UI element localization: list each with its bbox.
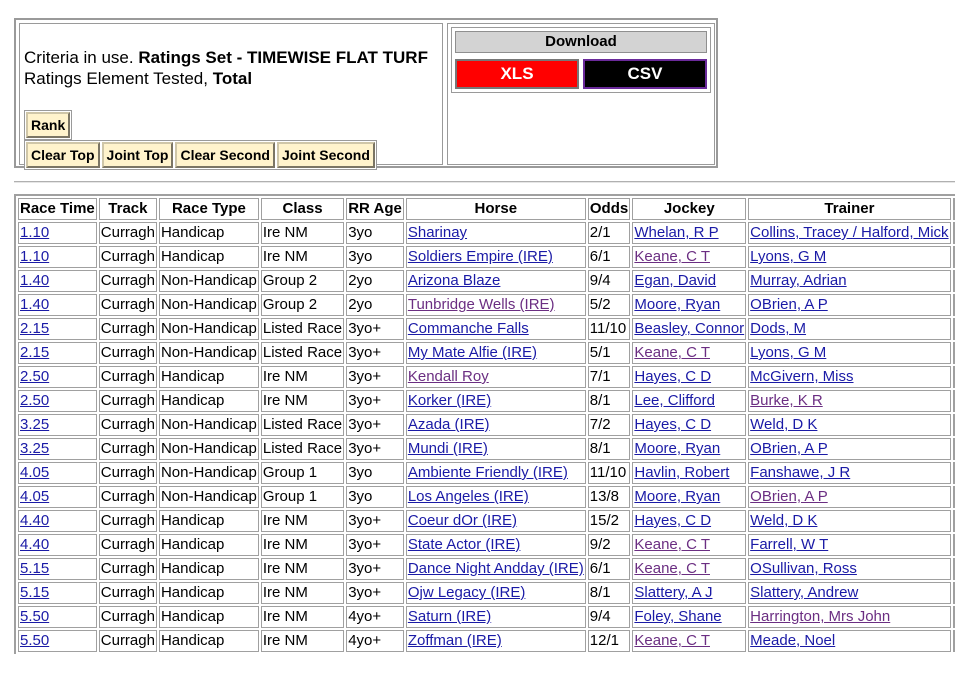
horse-link[interactable]: Los Angeles (IRE) [407,488,529,505]
table-row [18,318,955,340]
race-type-cell: Non-Handicap [159,270,259,292]
race-time-cell [18,534,97,556]
race-type-cell: Handicap [159,558,259,580]
race-time-link[interactable]: 3.25 [20,416,50,433]
table-row [18,366,955,388]
odds-cell: 9/2 [588,534,631,556]
jockey-cell [632,270,746,292]
table-row [18,582,955,604]
jockey-cell [632,438,746,460]
class-cell: Listed Race [261,414,344,436]
race-time-link[interactable]: 3.25 [20,440,50,457]
header-rr-age: RR Age [346,198,404,220]
rr-age-cell: 3yo+ [346,390,404,412]
rr-age-cell: 3yo+ [346,558,404,580]
race-time-link[interactable]: 2.50 [20,392,50,409]
table-row [18,510,955,532]
jockey-cell [632,510,746,532]
class-cell: Ire NM [261,390,344,412]
odds-cell: 5/1 [588,342,631,364]
rank-button[interactable]: Rank [26,112,70,138]
ratings-set-name: Ratings Set - TIMEWISE FLAT TURF [138,48,428,67]
trainer-cell [748,486,950,508]
race-type-cell: Handicap [159,390,259,412]
race-type-cell: Handicap [159,222,259,244]
rr-age-cell: 3yo+ [346,534,404,556]
race-time-link[interactable]: 5.15 [20,584,50,601]
table-row [18,342,955,364]
class-cell: Ire NM [261,582,344,604]
horse-link[interactable]: Mundi (IRE) [407,440,488,457]
race-time-link[interactable]: 4.40 [20,512,50,529]
trainer-link[interactable]: Meade, Noel [750,632,836,649]
race-time-cell [18,582,97,604]
track-cell: Curragh [99,318,157,340]
horse-cell [406,606,586,628]
header-race-time: Race Time [18,198,97,220]
trainer-cell [748,342,950,364]
race-type-cell: Non-Handicap [159,414,259,436]
trainer-link[interactable]: Farrell, W T [750,536,829,553]
race-type-cell: Handicap [159,606,259,628]
jockey-cell [632,222,746,244]
jockey-cell [632,366,746,388]
jockey-link[interactable]: Havlin, Robert [634,464,730,481]
trainer-cell [748,294,950,316]
results-table-container [14,194,955,654]
header-trainer: Trainer [748,198,950,220]
rr-age-cell: 3yo+ [346,366,404,388]
table-row [18,246,955,268]
trainer-link[interactable]: OSullivan, Ross [750,560,857,577]
horse-link[interactable]: Kendall Roy [407,368,489,385]
horse-link[interactable]: Zoffman (IRE) [407,632,502,649]
class-cell: Ire NM [261,606,344,628]
jockey-cell [632,294,746,316]
horse-link[interactable]: Coeur dOr (IRE) [407,512,518,529]
odds-cell: 6/1 [588,246,631,268]
header-class: Class [261,198,344,220]
trainer-cell [748,606,950,628]
race-type-cell: Handicap [159,534,259,556]
odds-cell: 11/10 [588,318,631,340]
download-panel [447,23,715,165]
track-cell: Curragh [99,270,157,292]
class-cell: Ire NM [261,222,344,244]
table-row [18,558,955,580]
trainer-cell [748,318,950,340]
table-row [18,270,955,292]
jockey-link[interactable]: Egan, David [634,272,717,289]
race-time-cell [18,342,97,364]
trainer-link[interactable]: OBrien, A P [750,296,828,313]
trainer-link[interactable]: Fanshawe, J R [750,464,851,481]
jockey-link[interactable]: Beasley, Connor [634,320,745,337]
criteria-line-1 [24,47,428,68]
jockey-cell [632,342,746,364]
header-track: Track [99,198,157,220]
trainer-link[interactable]: Lyons, G M [750,344,827,361]
trainer-cell [748,366,950,388]
jockey-link[interactable]: Keane, C T [634,248,710,265]
header-jockey: Jockey [632,198,746,220]
rr-age-cell: 3yo [346,486,404,508]
track-cell: Curragh [99,606,157,628]
track-cell: Curragh [99,390,157,412]
jockey-link[interactable]: Keane, C T [634,344,710,361]
criteria-line-2 [24,68,428,89]
jockey-link[interactable]: Hayes, C D [634,512,712,529]
table-row [18,486,955,508]
joint-second-button[interactable]: Joint Second [277,142,375,168]
odds-cell: 8/1 [588,390,631,412]
track-cell: Curragh [99,534,157,556]
race-type-cell: Non-Handicap [159,486,259,508]
horse-link[interactable]: Dance Night Andday (IRE) [407,560,584,577]
rr-age-cell: 4yo+ [346,630,404,652]
race-time-link[interactable]: 5.15 [20,560,50,577]
class-cell: Ire NM [261,246,344,268]
download-box [451,27,711,93]
horse-cell [406,318,586,340]
xls-download-button[interactable]: XLS [455,59,579,89]
trainer-cell [748,534,950,556]
jockey-link[interactable]: Moore, Ryan [634,296,721,313]
trainer-cell [748,222,950,244]
race-time-cell [18,558,97,580]
track-cell: Curragh [99,438,157,460]
trainer-link[interactable]: OBrien, A P [750,488,828,505]
horse-cell [406,510,586,532]
table-row [18,606,955,628]
track-cell: Curragh [99,462,157,484]
track-cell: Curragh [99,342,157,364]
horse-link[interactable]: Saturn (IRE) [407,608,492,625]
rr-age-cell: 3yo+ [346,582,404,604]
race-type-cell: Non-Handicap [159,438,259,460]
table-row [18,222,955,244]
trainer-cell [748,390,950,412]
odds-cell: 2/1 [588,222,631,244]
table-row [18,390,955,412]
horse-link[interactable]: State Actor (IRE) [407,536,521,553]
jockey-cell [632,390,746,412]
jockey-link[interactable]: Whelan, R P [634,224,719,241]
trainer-cell [748,558,950,580]
criteria-prefix: Criteria in use. [24,48,134,67]
jockey-cell [632,630,746,652]
race-time-cell [18,606,97,628]
jockey-cell [632,606,746,628]
class-cell: Group 2 [261,294,344,316]
race-time-link[interactable]: 1.10 [20,224,50,241]
trainer-link[interactable]: Weld, D K [750,416,818,433]
trainer-link[interactable]: Collins, Tracey / Halford, Mick [750,224,949,241]
odds-cell: 8/1 [588,438,631,460]
race-time-link[interactable]: 1.10 [20,248,50,265]
download-title: Download [455,31,707,53]
horse-link[interactable]: Sharinay [407,224,468,241]
horse-cell [406,462,586,484]
results-table-body [18,222,955,652]
jockey-link[interactable]: Hayes, C D [634,368,712,385]
results-table [16,196,955,654]
class-cell: Group 1 [261,486,344,508]
trainer-link[interactable]: Slattery, Andrew [750,584,859,601]
race-type-cell: Non-Handicap [159,342,259,364]
race-time-link[interactable]: 4.05 [20,464,50,481]
jockey-link[interactable]: Keane, C T [634,560,710,577]
class-cell: Ire NM [261,510,344,532]
clear-top-button[interactable]: Clear Top [26,142,100,168]
header-race-type: Race Type [159,198,259,220]
jockey-link[interactable]: Lee, Clifford [634,392,715,409]
trainer-cell [748,462,950,484]
odds-cell: 9/4 [588,606,631,628]
trainer-link[interactable]: Harrington, Mrs John [750,608,891,625]
track-cell: Curragh [99,630,157,652]
rr-age-cell: 3yo [346,222,404,244]
odds-cell: 9/4 [588,270,631,292]
track-cell: Curragh [99,510,157,532]
jockey-cell [632,246,746,268]
race-time-link[interactable]: 1.40 [20,272,50,289]
odds-cell: 15/2 [588,510,631,532]
race-time-cell [18,294,97,316]
jockey-cell [632,534,746,556]
horse-link[interactable]: Commanche Falls [407,320,529,337]
trainer-link[interactable]: OBrien, A P [750,440,828,457]
horse-link[interactable]: Arizona Blaze [407,272,501,289]
trainer-link[interactable]: Murray, Adrian [750,272,847,289]
race-type-cell: Handicap [159,582,259,604]
trainer-cell [748,630,950,652]
table-row [18,534,955,556]
horse-cell [406,414,586,436]
race-time-cell [18,462,97,484]
horse-cell [406,342,586,364]
race-time-cell [18,366,97,388]
rr-age-cell: 2yo [346,270,404,292]
header-odds: Odds [588,198,631,220]
class-cell: Ire NM [261,366,344,388]
jockey-link[interactable]: Foley, Shane [634,608,722,625]
table-row [18,414,955,436]
race-type-cell: Handicap [159,366,259,388]
race-type-cell: Handicap [159,630,259,652]
rr-age-cell: 4yo+ [346,606,404,628]
trainer-link[interactable]: Weld, D K [750,512,818,529]
jockey-cell [632,486,746,508]
trainer-link[interactable]: Lyons, G M [750,248,827,265]
race-time-cell [18,438,97,460]
horse-link[interactable]: Azada (IRE) [407,416,490,433]
table-row [18,438,955,460]
jockey-link[interactable]: Moore, Ryan [634,440,721,457]
filter-button-group [24,140,377,170]
track-cell: Curragh [99,582,157,604]
race-time-cell [18,318,97,340]
odds-cell: 7/2 [588,414,631,436]
csv-download-button[interactable]: CSV [583,59,707,89]
race-time-cell [18,246,97,268]
header-horse: Horse [406,198,586,220]
criteria-and-download-box [14,18,718,168]
horse-cell [406,486,586,508]
criteria-text [24,47,428,89]
track-cell: Curragh [99,486,157,508]
race-time-cell [18,486,97,508]
trainer-link[interactable]: Dods, M [750,320,807,337]
horse-cell [406,294,586,316]
element-prefix: Ratings Element Tested, [24,69,208,88]
odds-cell: 11/10 [588,462,631,484]
jockey-cell [632,318,746,340]
table-row [18,630,955,652]
trainer-cell [748,246,950,268]
section-divider [14,181,955,183]
track-cell: Curragh [99,414,157,436]
rr-age-cell: 3yo+ [346,342,404,364]
trainer-link[interactable]: McGivern, Miss [750,368,854,385]
trainer-cell [748,510,950,532]
horse-cell [406,222,586,244]
rr-age-cell: 2yo [346,294,404,316]
horse-cell [406,582,586,604]
jockey-link[interactable]: Slattery, A J [634,584,713,601]
jockey-link[interactable]: Keane, C T [634,536,710,553]
horse-cell [406,366,586,388]
odds-cell: 8/1 [588,582,631,604]
jockey-link[interactable]: Keane, C T [634,632,710,649]
horse-cell [406,270,586,292]
trainer-link[interactable]: Burke, K R [750,392,823,409]
odds-cell: 5/2 [588,294,631,316]
trainer-cell [748,414,950,436]
horse-cell [406,438,586,460]
race-type-cell: Non-Handicap [159,294,259,316]
odds-cell: 12/1 [588,630,631,652]
table-row [18,462,955,484]
race-time-link[interactable]: 5.50 [20,632,50,649]
race-type-cell: Non-Handicap [159,318,259,340]
rr-age-cell: 3yo [346,462,404,484]
track-cell: Curragh [99,246,157,268]
horse-cell [406,390,586,412]
horse-link[interactable]: Korker (IRE) [407,392,492,409]
jockey-cell [632,414,746,436]
track-cell: Curragh [99,558,157,580]
clear-second-button[interactable]: Clear Second [175,142,274,168]
jockey-cell [632,462,746,484]
odds-cell: 6/1 [588,558,631,580]
jockey-link[interactable]: Moore, Ryan [634,488,721,505]
rr-age-cell: 3yo+ [346,510,404,532]
race-type-cell: Non-Handicap [159,462,259,484]
race-time-cell [18,414,97,436]
table-row [18,294,955,316]
class-cell: Listed Race [261,318,344,340]
rr-age-cell: 3yo+ [346,318,404,340]
race-type-cell: Handicap [159,510,259,532]
joint-top-button[interactable]: Joint Top [102,142,174,168]
race-time-link[interactable]: 4.40 [20,536,50,553]
class-cell: Group 2 [261,270,344,292]
odds-cell: 13/8 [588,486,631,508]
horse-link[interactable]: Ojw Legacy (IRE) [407,584,526,601]
race-time-link[interactable]: 1.40 [20,296,50,313]
class-cell: Ire NM [261,534,344,556]
horse-link[interactable]: Ambiente Friendly (IRE) [407,464,568,481]
race-time-link[interactable]: 2.15 [20,320,50,337]
criteria-panel [19,23,443,165]
track-cell: Curragh [99,222,157,244]
horse-cell [406,534,586,556]
race-time-link[interactable]: 2.50 [20,368,50,385]
race-type-cell: Handicap [159,246,259,268]
horse-link[interactable]: Soldiers Empire (IRE) [407,248,553,265]
class-cell: Listed Race [261,342,344,364]
class-cell: Ire NM [261,558,344,580]
trainer-cell [748,270,950,292]
horse-cell [406,558,586,580]
table-header-row [18,198,955,220]
race-time-cell [18,510,97,532]
odds-cell: 7/1 [588,366,631,388]
rr-age-cell: 3yo [346,246,404,268]
rr-age-cell: 3yo+ [346,438,404,460]
horse-link[interactable]: My Mate Alfie (IRE) [407,344,538,361]
race-time-link[interactable]: 2.15 [20,344,50,361]
horse-cell [406,246,586,268]
race-time-link[interactable]: 4.05 [20,488,50,505]
race-time-cell [18,222,97,244]
class-cell: Group 1 [261,462,344,484]
race-time-link[interactable]: 5.50 [20,608,50,625]
class-cell: Ire NM [261,630,344,652]
rr-age-cell: 3yo+ [346,414,404,436]
jockey-cell [632,582,746,604]
track-cell: Curragh [99,294,157,316]
trainer-cell [748,438,950,460]
class-cell: Listed Race [261,438,344,460]
race-time-cell [18,390,97,412]
trainer-cell [748,582,950,604]
horse-cell [406,630,586,652]
jockey-cell [632,558,746,580]
horse-link[interactable]: Tunbridge Wells (IRE) [407,296,555,313]
rank-button-group [24,110,72,140]
race-time-cell [18,270,97,292]
race-time-cell [18,630,97,652]
jockey-link[interactable]: Hayes, C D [634,416,712,433]
track-cell: Curragh [99,366,157,388]
element-value: Total [212,69,253,88]
